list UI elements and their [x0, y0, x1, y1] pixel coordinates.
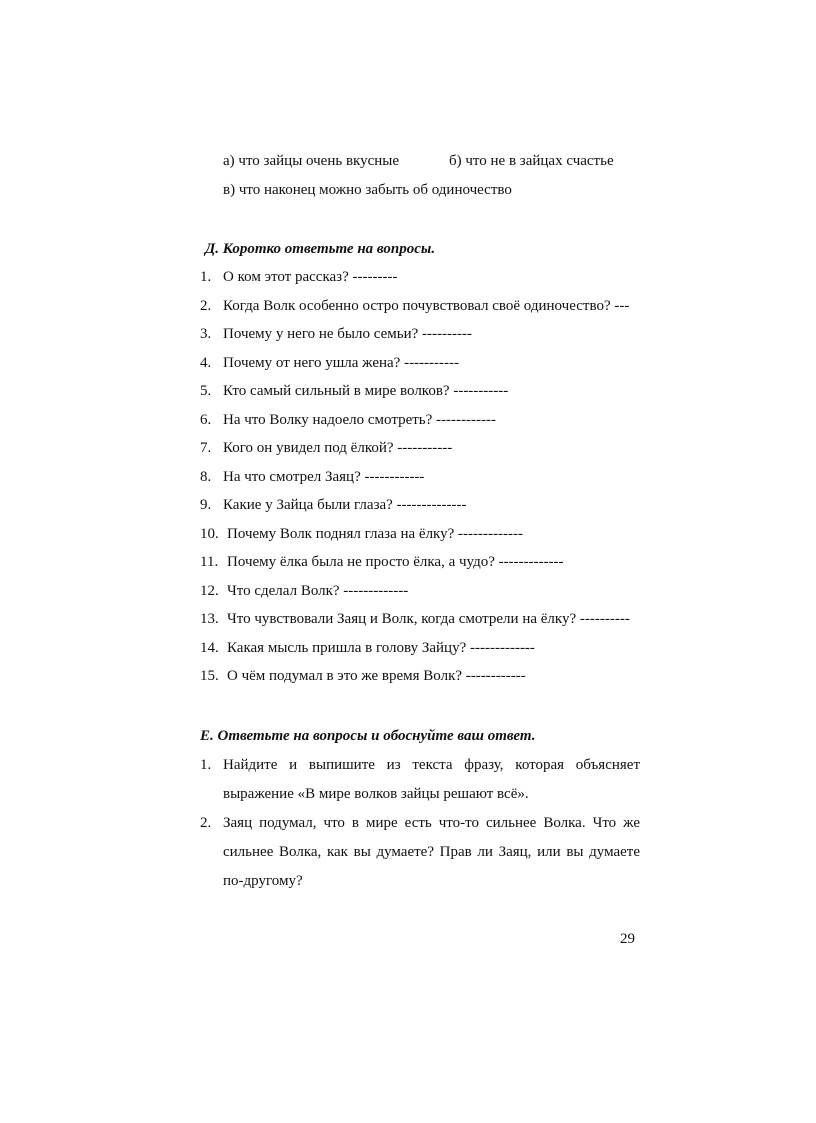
item-text: Кто самый сильный в мире волков? ----------- [223, 383, 509, 399]
item-text: На что Волку надоело смотреть? ------------ [223, 412, 496, 428]
item-number: 11. [200, 554, 219, 570]
item-number: 12. [200, 583, 219, 599]
list-item [200, 582, 408, 600]
list-item [200, 525, 523, 543]
item-text: Найдите и выпишите из текста фразу, которая объясняет выражение «В мире волков зайцы решают всё». [223, 757, 640, 802]
list-item [200, 382, 508, 400]
list-item [200, 439, 452, 457]
list-item [200, 325, 472, 343]
item-number: 10. [200, 526, 219, 542]
item-number: 6. [200, 412, 212, 428]
item-number: 5. [200, 383, 212, 399]
list-item [200, 496, 467, 514]
item-text: О чём подумал в это же время Волк? ------------ [227, 668, 526, 684]
list-item [200, 297, 629, 315]
item-text: Почему у него не было семьи? ---------- [223, 326, 472, 342]
item-number: 4. [200, 355, 212, 371]
section-d-heading: Д. Коротко ответьте на вопросы. [205, 241, 436, 257]
list-item [200, 411, 496, 429]
option-a: а) что зайцы очень вкусные [223, 153, 400, 169]
item-text: Когда Волк особенно остро почувствовал своё одиночество? --- [223, 298, 630, 314]
item-number: 8. [200, 469, 212, 485]
item-number: 2. [200, 298, 212, 314]
list-item [200, 354, 459, 372]
item-number: 14. [200, 640, 219, 656]
option-b: б) что не в зайцах счастье [449, 153, 614, 169]
item-text: Почему от него ушла жена? ----------- [223, 355, 460, 371]
item-text: О ком этот рассказ? --------- [223, 269, 398, 285]
item-text: Что сделал Волк? ------------- [227, 583, 409, 599]
list-item [200, 268, 397, 286]
item-number: 1. [200, 269, 212, 285]
list-item [200, 468, 424, 486]
list-item [200, 667, 526, 685]
item-text: Какие у Зайца были глаза? -------------- [223, 497, 467, 513]
list-item [200, 639, 535, 657]
item-number: 3. [200, 326, 212, 342]
item-number: 2. [200, 815, 212, 831]
item-text: На что смотрел Заяц? ------------ [223, 469, 425, 485]
list-item [200, 610, 630, 628]
page-number: 29 [620, 931, 635, 947]
section-e-heading: Е. Ответьте на вопросы и обоснуйте ваш ответ. [200, 728, 536, 744]
item-text: Что чувствовали Заяц и Волк, когда смотрели на ёлку? ---------- [227, 611, 630, 627]
item-text: Кого он увидел под ёлкой? ----------- [223, 440, 453, 456]
option-c: в) что наконец можно забыть об одиночество [223, 182, 512, 198]
item-number: 9. [200, 497, 212, 513]
list-item [200, 553, 564, 571]
item-text: Почему Волк поднял глаза на ёлку? ------------- [227, 526, 523, 542]
item-text: Какая мысль пришла в голову Зайцу? ------------- [227, 640, 535, 656]
item-text: Почему ёлка была не просто ёлка, а чудо? ------------- [227, 554, 564, 570]
item-number: 13. [200, 611, 219, 627]
item-number: 15. [200, 668, 219, 684]
item-text: Заяц подумал, что в мире есть что-то сильнее Волка. Что же сильнее Волка, как вы думаете? Прав ли Заяц, или вы думаете по-другому? [223, 815, 640, 889]
item-number: 1. [200, 757, 212, 773]
item-number: 7. [200, 440, 212, 456]
